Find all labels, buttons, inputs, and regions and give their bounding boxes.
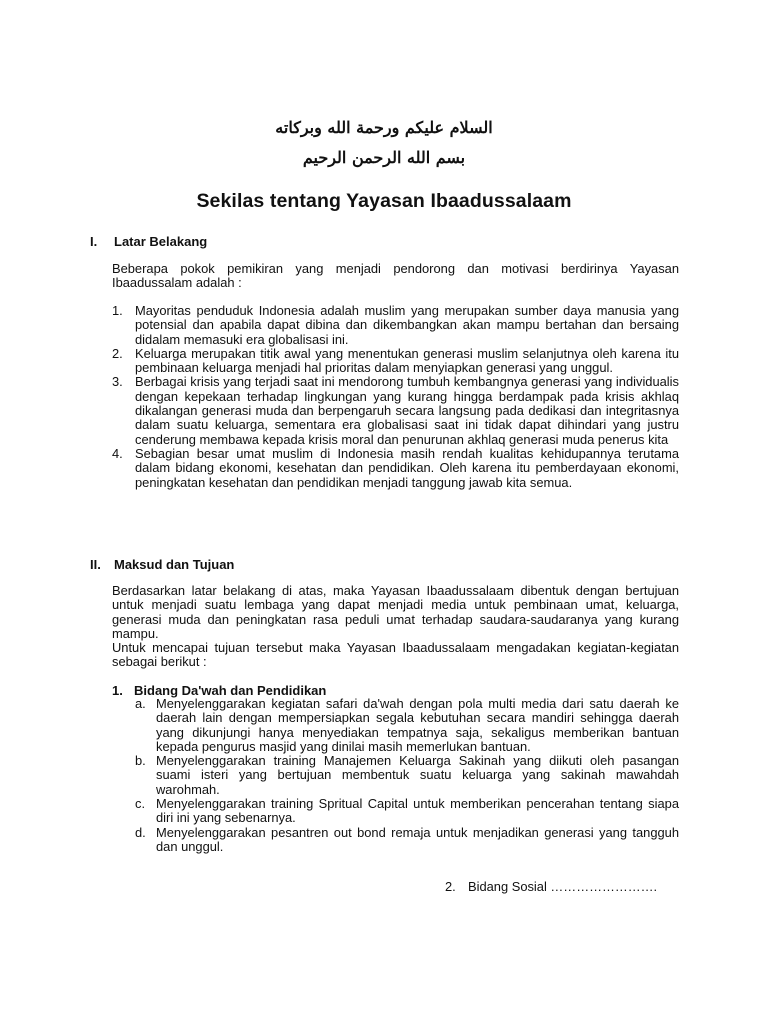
salam-greeting: السلام عليكم ورحمة الله وبركاته bbox=[275, 118, 493, 137]
list-text: Menyelenggarakan training Manajemen Keluarga Sakinah yang diikuti oleh pasangan suami isteri yang bertujuan membentuk suatu keluarga yang sakinah mawahdah warohmah. bbox=[156, 753, 679, 797]
list-letter: b. bbox=[135, 753, 146, 769]
list-text: Sebagian besar umat muslim di Indonesia masih rendah kualitas kehidupannya terutama dalam bidang ekonomi, kesehatan dan pendidikan. Oleh karena itu pemberdayaan ekonomi, peningkatan kesehatan dan pendidikan menjadi tanggung jawab kita semua. bbox=[135, 445, 679, 490]
list-text: Berbagai krisis yang terjadi saat ini mendorong tumbuh kembangnya generasi yang individualis dengan kepekaan terhadap lingkungan yang kurang hingga berdampak pada krisis akhlaq dikalangan generasi muda dan berpengaruh secara langsung pada dedikasi dan integritasnya dalam suatu keluarga, sementara era globalisasi saat ini tidak dapat dihindari yang justru cenderung membawa kepada krisis moral dan penurunan akhlaq generasi muda penerus kita bbox=[135, 374, 679, 447]
list-text: Menyelenggarakan kegiatan safari da'wah dengan pola multi media dari satu daerah ke daerah lain dengan mempersiapkan segala kebutuhan secara mandiri sehingga daerah yang dikunjungi hanya menyediakan tempatnya saja, sekaligus memberikan bantuan kepada pengurus masjid yang dinilai masih memerlukan bantuan. bbox=[156, 696, 679, 754]
section1-intro: Beberapa pokok pemikiran yang menjadi pendorong dan motivasi berdirinya Yayasan Ibaadussalam adalah : bbox=[112, 261, 679, 291]
list-number: 2. bbox=[112, 345, 123, 361]
list-letter: c. bbox=[135, 796, 146, 812]
section2-paragraph-2: Untuk mencapai tujuan tersebut maka Yayasan Ibaadussalaam mengadakan kegiatan-kegiatan sebagai berikut : bbox=[112, 640, 679, 670]
list-item bbox=[112, 304, 679, 347]
catchword-text: Bidang Sosial ……………………. bbox=[468, 879, 658, 894]
document-title: Sekilas tentang Yayasan Ibaadussalaam bbox=[196, 190, 572, 212]
background-list bbox=[112, 304, 679, 490]
section-heading-latar-belakang bbox=[90, 234, 207, 249]
list-text: Mayoritas penduduk Indonesia adalah muslim yang merupakan sumber daya manusia yang potensial dan apabila dapat dibina dan dikembangkan akan mampu bertahan dan bersaing didalam memasuki era globalisasi ini. bbox=[135, 303, 679, 347]
list-number: 1. bbox=[112, 303, 123, 318]
list-item bbox=[135, 797, 679, 826]
list-item bbox=[112, 347, 679, 376]
list-item bbox=[112, 447, 679, 490]
list-text: Menyelenggarakan pesantren out bond remaja untuk menjadikan generasi yang tangguh dan unggul. bbox=[156, 824, 679, 854]
section-number: I. bbox=[90, 234, 98, 249]
list-text: Keluarga merupakan titik awal yang menentukan generasi muslim selanjutnya oleh karena itu pembinaan keluarga menjadi hal prioritas dalam menyiapkan generasi yang unggul. bbox=[135, 345, 679, 376]
subsection-title: Bidang Da'wah dan Pendidikan bbox=[134, 683, 327, 698]
list-item bbox=[112, 375, 679, 446]
next-page-catchword bbox=[445, 879, 685, 894]
list-item bbox=[135, 754, 679, 797]
list-letter: a. bbox=[135, 696, 146, 711]
list-text: Menyelenggarakan training Spritual Capital untuk memberikan pencerahan tentang siapa diri ini yang sebenarnya. bbox=[156, 796, 679, 826]
section-title: Latar Belakang bbox=[114, 234, 208, 249]
catchword-number: 2. bbox=[445, 879, 456, 894]
section-number: II. bbox=[90, 557, 101, 572]
subsection-number: 1. bbox=[112, 683, 123, 698]
section2-paragraph-1: Berdasarkan latar belakang di atas, maka Yayasan Ibaadussalaam dibentuk dengan bertujuan untuk menjadi suatu lembaga yang dapat menjadi media untuk pembinaan umat, keluarga, generasi muda dan peningkatan rasa peduli umat terhadap saudara-saudaranya yang kurang mampu. bbox=[112, 583, 679, 641]
dawah-activity-list bbox=[135, 697, 679, 854]
section-heading-maksud-tujuan bbox=[90, 557, 234, 572]
list-letter: d. bbox=[135, 824, 146, 840]
list-item bbox=[135, 826, 679, 855]
basmala: بسم الله الرحمن الرحيم bbox=[302, 148, 466, 167]
section-title: Maksud dan Tujuan bbox=[114, 557, 235, 572]
list-item bbox=[135, 697, 679, 754]
list-number: 3. bbox=[112, 374, 123, 390]
list-number: 4. bbox=[112, 445, 123, 461]
